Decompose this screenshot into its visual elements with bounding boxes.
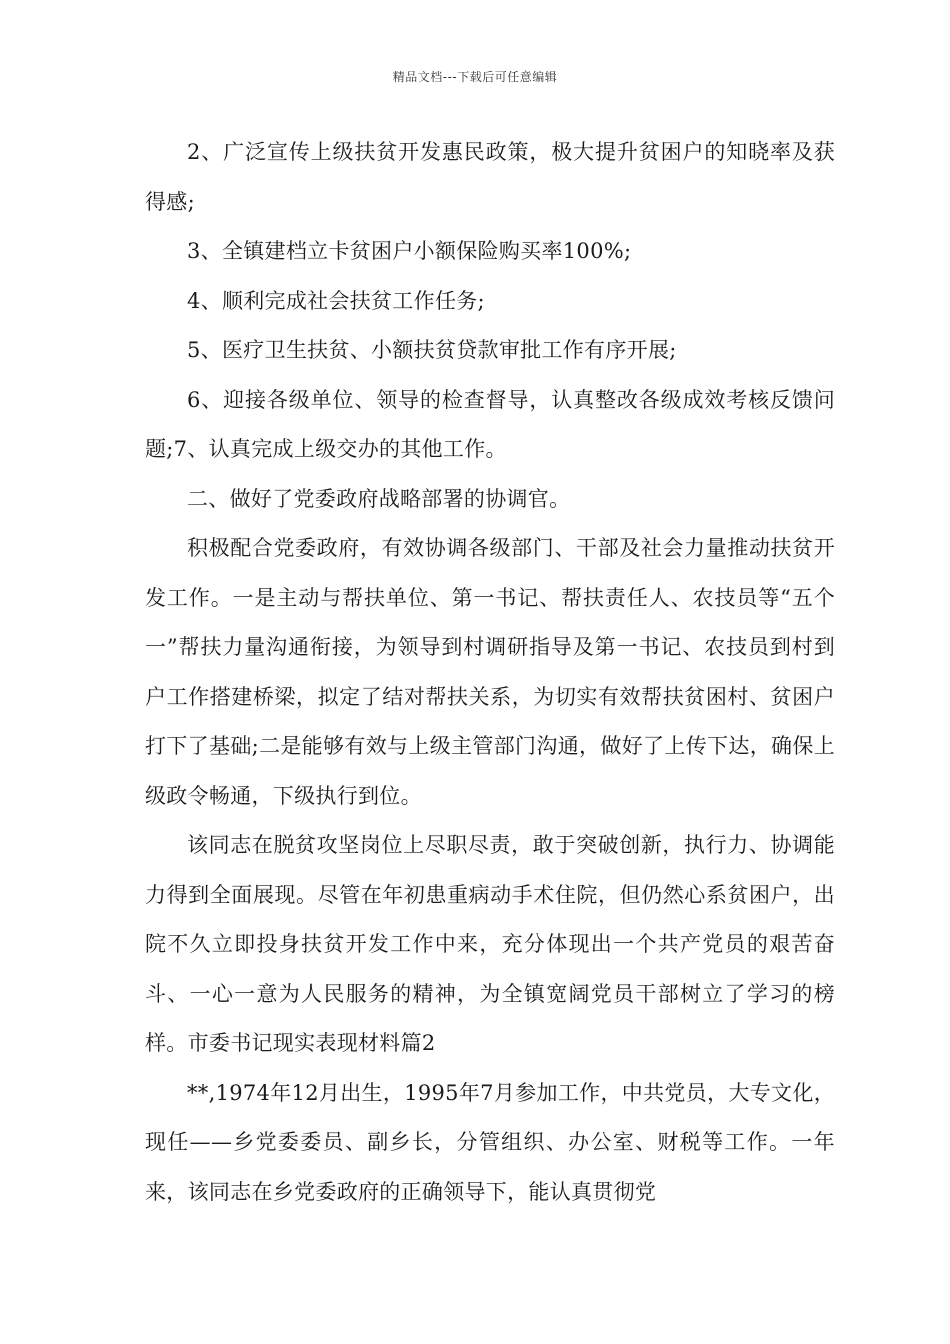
paragraph-item-5: 5、医疗卫生扶贫、小额扶贫贷款审批工作有序开展; <box>187 338 677 362</box>
paragraph-item-6-7: 6、迎接各级单位、领导的检查督导，认真整改各级成效考核反馈问题;7、认真完成上级交办的其他工作。 <box>145 387 835 461</box>
paragraph-item-4: 4、顺利完成社会扶贫工作任务; <box>187 288 485 313</box>
page-header: 精品文档---下载后可任意编辑 <box>392 70 558 84</box>
paragraph-coordination: 积极配合党委政府，有效协调各级部门、干部及社会力量推动扶贫开发工作。一是主动与帮扶单位、第一书记、帮扶责任人、农技员等“五个一”帮扶力量沟通衔接，为领导到村调研指导及第一书记、农技员到村到户工作搭建桥梁，拟定了结对帮扶关系，为切实有效帮扶贫困村、贫困户打下了基础;二是能够有效与上级主管部门沟通，做好了上传下达，确保上级政令畅通，下级执行到位。 <box>145 536 835 808</box>
paragraph-item-2: 2、广泛宣传上级扶贫开发惠民政策，极大提升贫困户的知晓率及获得感; <box>145 140 835 214</box>
section-heading-2: 二、做好了党委政府战略部署的协调官。 <box>187 486 571 511</box>
paragraph-item-3: 3、全镇建档立卡贫困户小额保险购买率100%; <box>187 239 632 263</box>
paragraph-evaluation: 该同志在脱贫攻坚岗位上尽职尽责，敢于突破创新，执行力、协调能力得到全面展现。尽管在年初患重病动手术住院，但仍然心系贫困户，出院不久立即投身扶贫开发工作中来，充分体现出一个共产党员的艰苦奋斗、一心一意为人民服务的精神，为全镇宽阔党员干部树立了学习的榜样。市委书记现实表现材料篇2 <box>145 833 835 1055</box>
document-body <box>145 128 835 1217</box>
paragraph-profile: **,1974年12月出生，1995年7月参加工作，中共党员，大专文化，现任——乡党委委员、副乡长，分管组织、办公室、财税等工作。一年来，该同志在乡党委政府的正确领导下，能认真贯彻党 <box>145 1080 835 1204</box>
